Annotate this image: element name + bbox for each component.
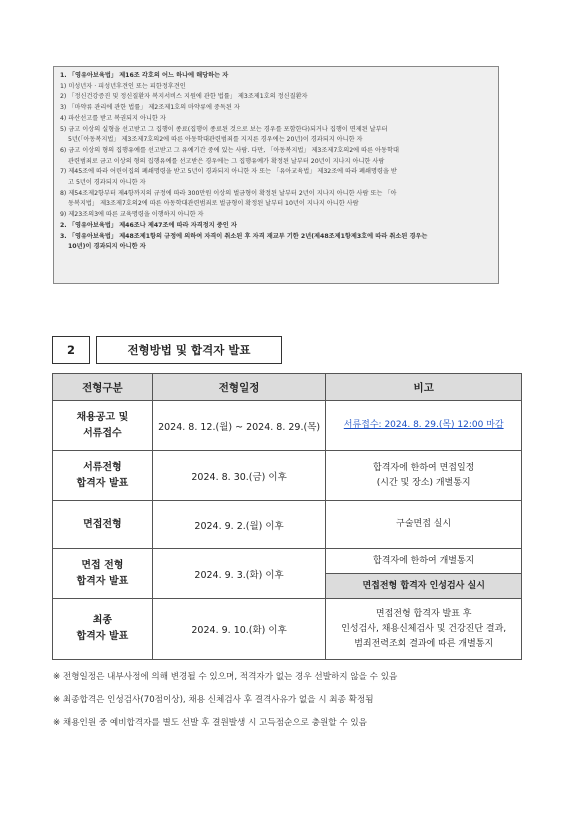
- stage-line: 면접 전형: [81, 559, 124, 571]
- box-item-5-cont: 5년(「아동복지법」 제3조제7호의2에 따른 아동학대관련범죄를 지지른 경우에는 20년)이 경과되지 아니한 자: [68, 136, 363, 144]
- box-item-7-cont: 고 5년이 경과되지 아니한 자: [68, 179, 146, 187]
- schedule-table: [52, 373, 522, 660]
- schedule-cell: 2024. 8. 12.(월) ~ 2024. 8. 29.(목): [152, 401, 326, 451]
- schedule-cell: 2024. 9. 2.(월) 이후: [152, 501, 326, 549]
- table-row: [53, 501, 522, 549]
- table-row: [53, 549, 522, 574]
- stage-cell: 면접전형: [53, 501, 153, 549]
- note-cell-highlight: 면접전형 합격자 인성검사 실시: [326, 574, 522, 599]
- stage-line: 서류접수: [83, 427, 122, 439]
- note-cell: [326, 451, 522, 501]
- box-item-3: 3) 「마약류 관리에 관한 법률」 제2조제1호의 마약류에 중독된 자: [60, 104, 240, 112]
- footnote: ※ 최종합격은 인성검사(70점이상), 채용 신체검사 후 결격사유가 없을 시 최종 확정됨: [53, 695, 374, 705]
- table-header-row: [53, 374, 522, 401]
- note-line: (시간 및 장소) 개별통지: [376, 477, 471, 488]
- schedule-cell: 2024. 8. 30.(금) 이후: [152, 451, 326, 501]
- stage-cell: [53, 599, 153, 660]
- stage-cell: [53, 549, 153, 599]
- eligibility-box: [53, 66, 499, 284]
- schedule-cell: 2024. 9. 10.(화) 이후: [152, 599, 326, 660]
- section-number: 2: [52, 336, 90, 364]
- note-line: 범죄전력조회 결과에 따른 개별통지: [354, 638, 494, 649]
- stage-cell: [53, 451, 153, 501]
- stage-line: 최종: [92, 615, 113, 626]
- schedule-cell: 2024. 9. 3.(화) 이후: [152, 549, 326, 599]
- table-row: [53, 451, 522, 501]
- box-item-1: 1) 미성년자 · 피성년후견인 또는 피한정후견인: [60, 82, 186, 90]
- box-heading-3-cont: 10년)이 경과되지 아니한 자: [68, 243, 146, 251]
- footnotes: [53, 666, 397, 735]
- box-item-8-cont: 동복지법」 제3조제7호의2에 따른 아동학대관련범죄로 벌금형이 확정된 날부터 10년이 지나지 아니한 사람: [68, 200, 359, 208]
- note-cell: 구술면접 실시: [326, 501, 522, 549]
- stage-line: 합격자 발표: [76, 631, 129, 642]
- footnote: ※ 전형일정은 내부사정에 의해 변경될 수 있으며, 적격자가 없는 경우 선발하지 않을 수 있음: [53, 672, 398, 682]
- box-item-8: 8) 제54조제2항부터 제4항까지의 규정에 따라 300만원 이상의 벌금형이 확정된 날부터 2년이 지나지 아니한 사람 또는 「아: [60, 189, 397, 197]
- note-line: 합격자에 한하여 면접일정: [373, 462, 475, 473]
- stage-line: 채용공고 및: [76, 411, 129, 423]
- stage-line: 서류전형: [83, 461, 122, 473]
- table-row: [53, 401, 522, 451]
- box-item-6: 6) 금고 이상의 형의 집행유예를 선고받고 그 유예기간 중에 있는 사람. 다만, 「아동복지법」 제3조제7호의2에 따른 아동학대: [60, 146, 399, 154]
- note-line: 면접전형 합격자 발표 후: [375, 608, 472, 619]
- box-item-2: 2) 「정신건강증진 및 정신질환자 복지서비스 지원에 관한 법률」 제3조제1호의 정신질환자: [60, 93, 308, 101]
- box-heading-1: 1. 「영유아보육법」 제16조 각호의 어느 하나에 해당하는 자: [60, 72, 229, 79]
- section-title: 전형방법 및 합격자 발표: [96, 336, 282, 364]
- header-note: 비고: [326, 374, 522, 401]
- footnote: ※ 채용인원 중 예비합격자를 별도 선발 후 결원발생 시 고득점순으로 충원할 수 있음: [53, 718, 367, 728]
- note-line: 인성검사, 채용신체검사 및 건강진단 결과,: [341, 623, 507, 634]
- stage-line: 합격자 발표: [76, 477, 129, 489]
- deadline-link[interactable]: 서류접수: 2024. 8. 29.(목) 12:00 마감: [343, 420, 504, 430]
- stage-cell: [53, 401, 153, 451]
- stage-line: 합격자 발표: [76, 575, 129, 587]
- note-cell: [326, 401, 522, 451]
- box-heading-2: 2. 「영유아보육법」 제46조나 제47조에 따라 자격정지 중인 자: [60, 221, 237, 229]
- header-stage: 전형구분: [53, 374, 153, 401]
- table-row: [53, 599, 522, 660]
- box-heading-3: 3. 「영유아보육법」 제48조제1항의 규정에 의하여 자격이 취소된 후 자격 재교부 기한 2년(제48조제1항제3호에 따라 취소된 경우는: [60, 232, 428, 240]
- header-schedule: 전형일정: [152, 374, 326, 401]
- box-item-7: 7) 제45조에 따라 어린이집의 폐쇄명령을 받고 5년이 경과되지 아니한 자 또는 「유아교육법」 제32조에 따라 폐쇄명령을 받: [60, 168, 397, 176]
- box-item-5: 5) 금고 이상의 실형을 선고받고 그 집행이 종료(집행이 종료된 것으로 보는 경우를 포함한다)되거나 집행이 면제된 날부터: [60, 125, 388, 133]
- box-item-4: 4) 파산선고를 받고 복권되지 아니한 자: [60, 114, 166, 122]
- note-cell: [326, 599, 522, 660]
- box-item-6-cont: 관련범죄로 금고 이상의 형의 집행유예를 선고받은 경우에는 그 집행유예가 확정된 날부터 20년이 지나지 아니한 사람: [68, 157, 385, 165]
- note-cell: 합격자에 한하여 개별통지: [326, 549, 522, 574]
- box-item-9: 9) 제23조의3에 따른 교육명령을 이행하지 아니한 자: [60, 211, 204, 219]
